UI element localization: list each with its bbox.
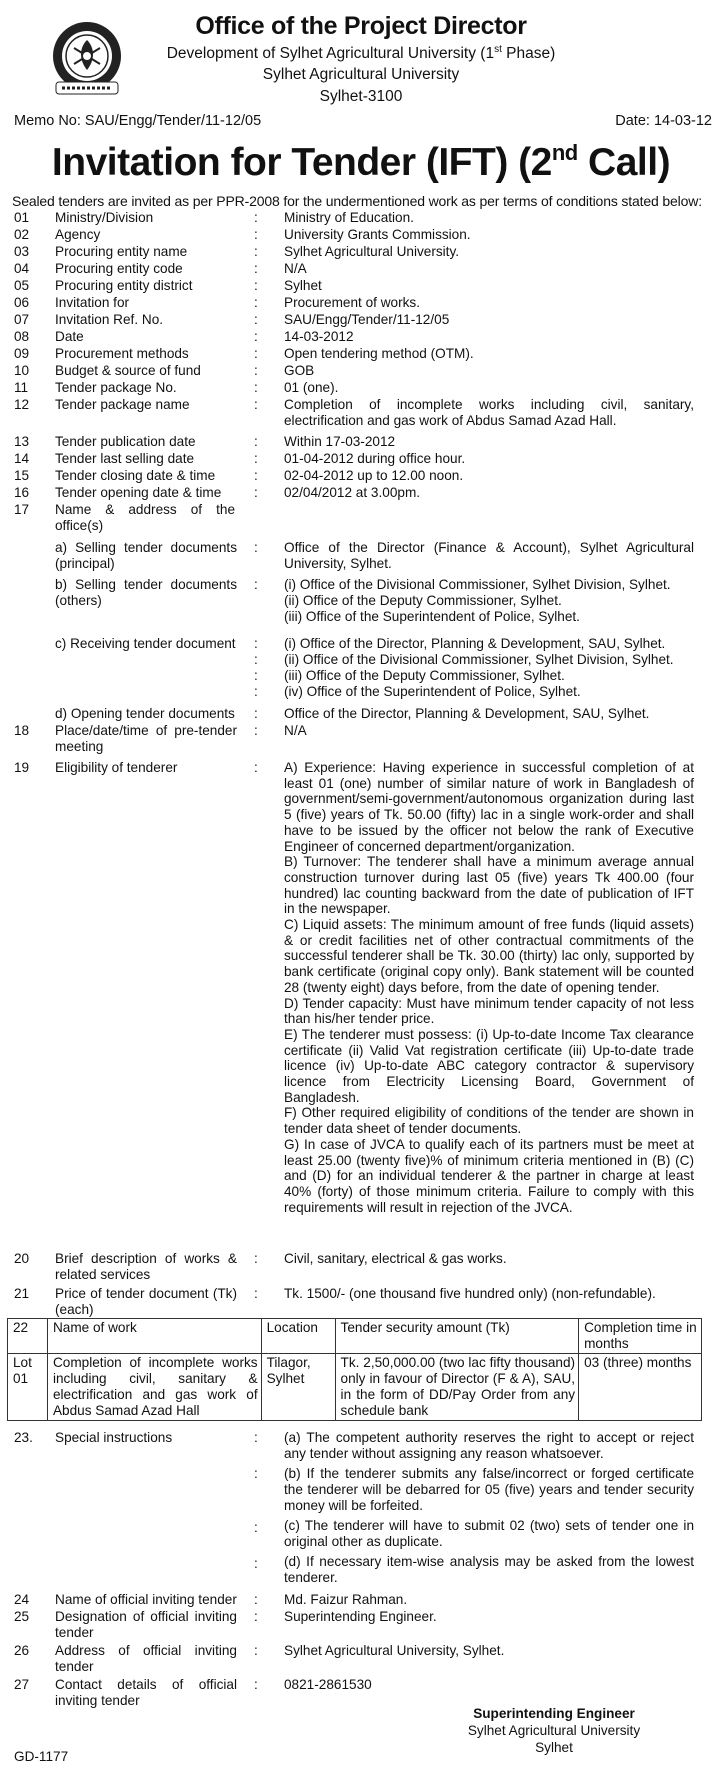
list-item: (iii) Office of the Deputy Commissioner, Sylhet. <box>284 668 565 683</box>
eligibility-tender-capacity: D) Tender capacity: Must have minimum tender capacity of not less than his/her tender price. <box>284 995 694 1027</box>
list-item: (iv) Office of the Superintendent of Police, Sylhet. <box>284 684 581 699</box>
list-item: (ii) Office of the Divisional Commissioner, Sylhet Division, Sylhet. <box>284 652 674 667</box>
list-item: (ii) Office of the Deputy Commissioner, Sylhet. <box>284 593 562 608</box>
table-header-row <box>8 1319 702 1354</box>
office-title: Office of the Project Director <box>195 12 527 40</box>
table-cell: 03 (three) months <box>579 1354 702 1421</box>
table-header-cell: Location <box>261 1319 335 1354</box>
eligibility-turnover: B) Turnover: The tenderer shall have a minimum average annual construction turnover during last 05 (five) years Tk 400.00 (four hundred) lac counting backward from the date of publication of IFT in the newspaper. <box>284 854 694 917</box>
signatory-title: Superintending Engineer <box>473 1706 635 1721</box>
memo-date: Date: 14-03-12 <box>615 113 712 129</box>
table-cell: Tk. 2,50,000.00 (two lac fifty thousand) only in favour of Director (F & A), SAU, in the form of DD/Pay Order from any schedule bank <box>335 1354 579 1421</box>
eligibility-experience: A) Experience: Having experience in successful completion of at least 01 (one) number of similar nature of work in Bangladesh of government/semi-government/autonomous organization during last 5 (five) years of Tk. 50.00 (fifty) lac in a single work-order and shall have to be issued by the officer not below the rank of Executive Engineer of concerned department/organization. <box>284 760 694 854</box>
lot-table <box>7 1318 702 1421</box>
list-item: (iii) Office of the Superintendent of Police, Sylhet. <box>284 609 580 624</box>
university-name: Sylhet Agricultural University <box>262 66 460 83</box>
intro-text: Sealed tenders are invited as per PPR-2008 for the undermentioned work as per terms of conditions stated below: <box>12 193 702 209</box>
eligibility-liquid-assets: C) Liquid assets: The minimum amount of free funds (liquid assets) & or credit facilities net of other contractual commitments of the successful tenderer shall be Tk. 30.00 (thirty) lac only, supported by bank certificate (original copy only). Bank statement will be counted 28 (twenty eight) days before, from the date of opening tender. <box>284 917 694 995</box>
table-cell: Tilagor, Sylhet <box>261 1354 335 1421</box>
table-cell: Lot 01 <box>8 1354 48 1421</box>
table-header-cell: Completion time in months <box>579 1319 702 1354</box>
table-cell: Completion of incomplete works including civil, sanitary & electrification and gas work of Abdus Samad Azad Hall <box>47 1354 261 1421</box>
table-header-cell: 22 <box>8 1319 48 1354</box>
special-instruction: (b) If the tenderer submits any false/incorrect or forged certificate the tenderer will be debarred for 05 (five) years and tender security money will be forfeited. <box>284 1466 694 1513</box>
signatory-org: Sylhet Agricultural University <box>467 1723 641 1738</box>
table-row <box>8 1354 702 1421</box>
memo-number: Memo No: SAU/Engg/Tender/11-12/05 <box>14 113 262 129</box>
special-instruction: (d) If necessary item-wise analysis may be asked from the lowest tenderer. <box>284 1554 694 1585</box>
notice-title: Invitation for Tender (IFT) (2nd Call) <box>51 140 671 184</box>
list-item: (i) Office of the Director, Planning & Development, SAU, Sylhet. <box>284 636 666 651</box>
list-item: (i) Office of the Divisional Commissioner, Sylhet Division, Sylhet. <box>284 577 671 592</box>
project-name: Development of Sylhet Agricultural University (1st Phase) <box>166 44 556 63</box>
eligibility-documents: E) The tenderer must possess: (i) Up-to-date Income Tax clearance certificate (ii) Valid Vat registration certificate (iii) Up-to-date trade licence (iv) Up-to-date ABC category contractor & supervisory licence from Electricity Licensing Board, Government of Bangladesh. <box>284 1026 694 1105</box>
table-header-cell: Tender security amount (Tk) <box>335 1319 579 1354</box>
table-header-cell: Name of work <box>47 1319 261 1354</box>
gd-code: GD-1177 <box>14 1749 69 1764</box>
special-instruction: (c) The tenderer will have to submit 02 (two) sets of tender one in original other as duplicate. <box>284 1518 694 1549</box>
tender-notice: Office of the Project Director Development of Sylhet Agricultural University (1st Phase) Sylhet Agricultural University Sylhet-3100 Memo No: SAU/Engg/Tender/11-12/05 Date: 14-03-12 Invitation for Tender (IFT) (2nd Call) Sealed tenders are invited as per PPR-2008 for the undermentioned work as per terms of conditions stated below: 01 Ministry/Division : Ministry of Education. 02 Agency : University Grants Commission. 03 Procuring entity name : Sylhet Agricultural University. 04 Procuring entity code : N/A 05 Procuring entity district : Sylhet 06 Invitation for : Procurement of works. 07 Invitation Ref. No. : SAU/Engg/Tender/11-12/05 08 Date : 14-03-2012 09 Procurement methods : Open tendering method (OTM). 10 Budget & source of fund : GOB 11 Tender package No. : 01 (one). 12 Tender package name : Completion of incomplete works including civil, sanitary, electrification and gas work of Abdus Samad Azad Hall. 13 Tender publication date : Within 17-03-2012 14 Tender last selling date : 01-04-2012 during office hour. 15 Tender closing date & time : 02-04-2012 up to 12.00 noon. 16 Tender opening date & time : 02/04/2012 at 3.00pm. 17 Name & address of the office(s) a) Selling tender documents (principal) : Office of the Director (Finance & Account), Sylhet Agricultural University, Sylhet. b) Selling tender documents (others) : (i) Office of the Divisional Commissioner, Sylhet Division, Sylhet. (ii) Office of the Deputy Commissioner, Sylhet. (iii) Office of the Superintendent of Police, Sylhet. c) Receiving tender document : : : : (i) Office of the Director, Planning & Development, SAU, Sylhet. (ii) Office of the Divisional Commissioner, Sylhet Division, Sylhet. (iii) Office of the Deputy Commissioner, Sylhet. (iv) Office of the Superintendent of Police, Sylhet. d) Opening tender documents : Office of the Director, Planning & Development, SAU, Sylhet. 18 Place/date/time of pre-tender meeting : N/A 19 Eligibility of tenderer : A) Experience: Having experience in successful completion of at least 01 (one) number of similar nature of work in Bangladesh of government/semi-government/autonomous organization during last 5 (five) years of Tk. 50.00 (fifty) lac in a single work-order and shall have to be issued by the officer not below the rank of Executive Engineer of concerned department/organization. B) Turnover: The tenderer shall have a minimum average annual construction turnover during last 05 (five) years Tk 400.00 (four hundred) lac counting backward from the date of publication of IFT in the newspaper. C) Liquid assets: The minimum amount of free funds (liquid assets) & or credit facilities net of other contractual commitments of the successful tenderer shall be Tk. 30.00 (thirty) lac only, supported by bank certificate (original copy only). Bank statement will be counted 28 (twenty eight) days before, from the date of opening tender. D) Tender capacity: Must have minimum tender capacity of not less than his/her tender price. E) The tenderer must possess: (i) Up-to-date Income Tax clearance certificate (ii) Valid Vat registration certificate (iii) Up-to-date trade licence (iv) Up-to-date ABC category contractor & supervisory licence from Electricity Licensing Board, Government of Bangladesh. F) Other required eligibility of conditions of the tender are shown in tender data sheet of tender documents. G) In case of JVCA to qualify each of its partners must be meet at least 25.00 (twenty five)% of minimum criteria mentioned in (B) (C) and (D) for an individual tenderer & the partner in charge at least 40% (forty) of those minimum criteria. Failure to comply with this requirements will result in rejection of the JVCA. 20 Brief description of works & related services : Civil, sanitary, electrical & gas works. 21 Price of tender document (Tk) (each) : Tk. 1500/- (one thousand five hundred only) (non-refundable). 22 Name of work Location Tender security amount (Tk) Completion time in months Lot 01 Completion of incomplete works including civil, sanitary & electrification and gas work of Abdus Samad Azad Hall Tilagor, Sylhet Tk. 2,50,000.00 (two lac fifty thousand) only in favour of Director (F & A), SAU, in the form of DD/Pay Order from any schedule bank 03 (three) months 23. Special instructions : (a) The competent authority reserves the right to accept or reject any tender without assigning any reason whatsoever. (b) If the tenderer submits any false/incorrect or forged certificate the tenderer will be debarred for 05 (five) years and tender security money will be forfeited. (c) The tenderer will have to submit 02 (two) sets of tender one in original other as duplicate. (d) If necessary item-wise analysis may be asked from the lowest tenderer. : : : 24 Name of official inviting tender : Md. Faizur Rahman. 25 Designation of official inviting tender : Superintending Engineer. 26 Address of official inviting tender : Sylhet Agricultural University, Sylhet. 27 Contact details of official inviting tender : 0821-2861530 Superintending Engineer Sylhet Agricultural University Sylhet GD-1177 <box>0 0 722 1773</box>
eligibility-other: F) Other required eligibility of conditions of the tender are shown in tender data sheet of tender documents. <box>284 1105 694 1137</box>
eligibility-jvca: G) In case of JVCA to qualify each of its partners must be meet at least 25.00 (twenty five)% of minimum criteria mentioned in (B) (C) and (D) for an individual tenderer & the partner in charge at least 40% (forty) of those minimum criteria. Failure to comply with this requirements will result in rejection of the JVCA. <box>284 1136 694 1215</box>
postal-address: Sylhet-3100 <box>319 88 403 105</box>
special-instruction: (a) The competent authority reserves the right to accept or reject any tender without assigning any reason whatsoever. <box>284 1430 694 1461</box>
signatory-city: Sylhet <box>535 1740 573 1755</box>
